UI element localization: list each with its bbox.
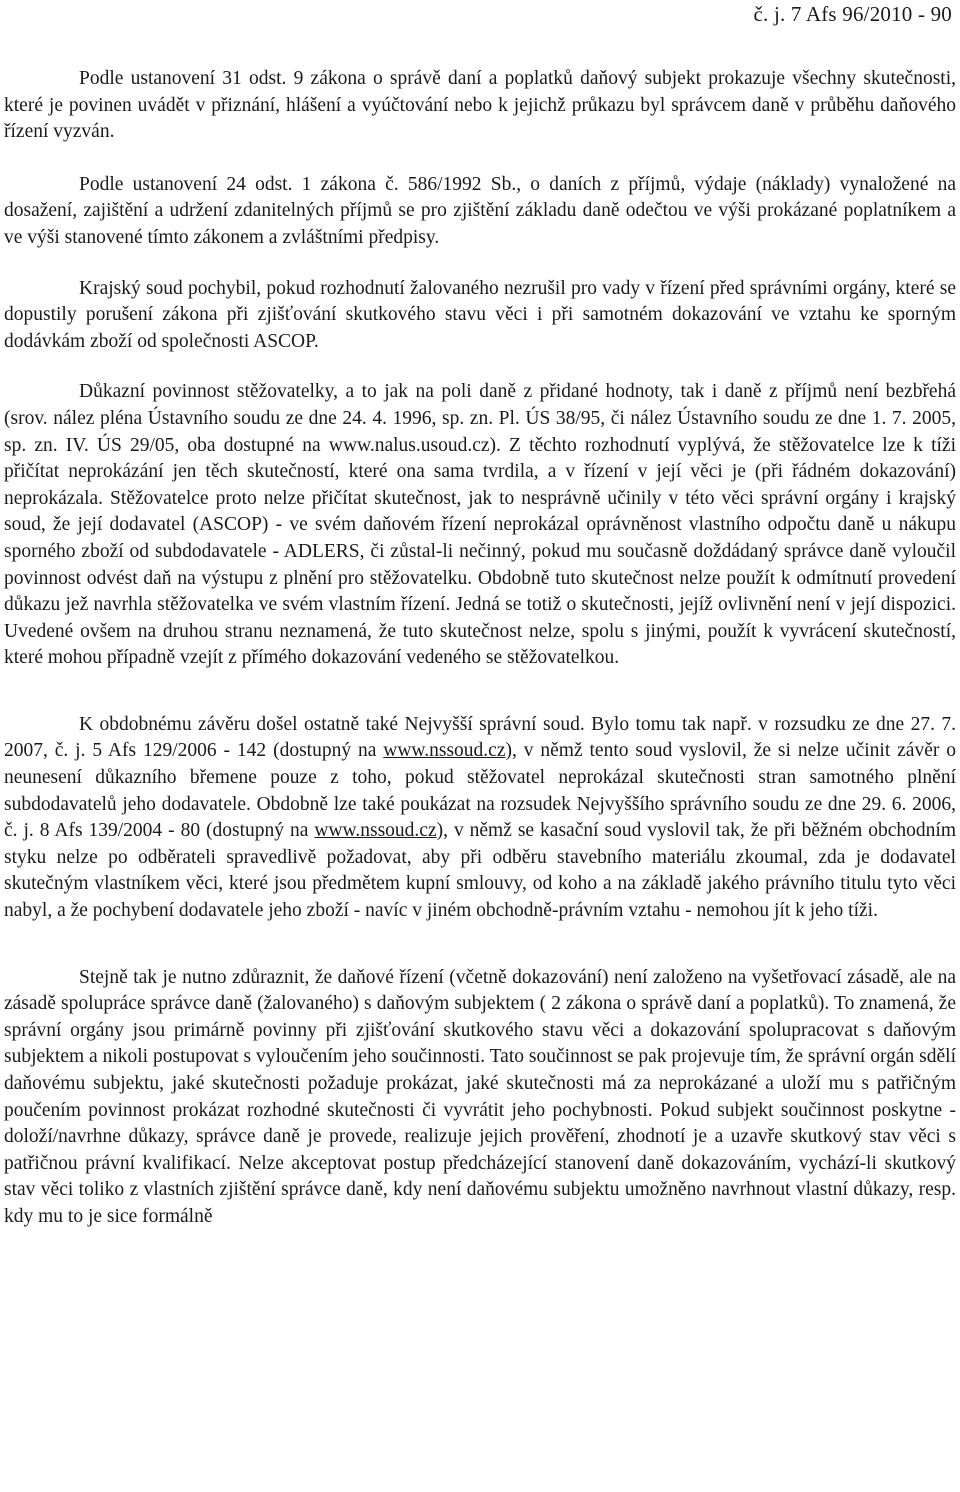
paragraph-4: Důkazní povinnost stěžovatelky, a to jak na poli daně z přidané hodnoty, tak i daně z příjmů není bezbřehá (srov. nález pléna Ústavního soudu ze dne 24. 4. 1996, sp. zn. Pl. ÚS 38/95, či nález Ústavního soudu ze dne 1. 7. 2005, sp. zn. IV. ÚS 29/05, oba dostupné na www.nalus.usoud.cz). Z těchto rozhodnutí vyplývá, že stěžovatelce lze k tíži přičítat neprokázání jen těch skutečností, které ona sama tvrdila, a v řízení v její věci je (při řádném dokazování) neprokázala. Stěžovatelce proto nelze přičítat skutečnost, jak to nesprávně učinily v této věci správní orgány i krajský soud, že její dodavatel (ASCOP) - ve svém daňovém řízení neprokázal oprávněnost vlastního odpočtu daně u nákupu sporného zboží od subdodavatele - ADLERS, či zůstal-li nečinný, pokud mu současně doždádaný správce daně vyloučil povinnost odvést daň na výstupu z plnění pro stěžovatelku. Obdobně tuto skutečnost nelze použít k odmítnutí provedení důkazu jež navrhla stěžovatelka ve svém vlastním řízení. Jedná se totiž o skutečnosti, jejíž ovlivnění není v její dispozici. Uvedené ovšem na druhou stranu neznamená, že tuto skutečnost nelze, spolu s jinými, použít k vyvrácení skutečností, které mohou případně vzejít z přímého dokazování vedeného se stěžovatelkou. [4,381,956,669]
paragraph-5 [4,712,956,925]
paragraph-3: Krajský soud pochybil, pokud rozhodnutí žalovaného nezrušil pro vady v řízení před správními orgány, které se dopustily porušení zákona při zjišťování skutkového stavu věci i při samotném dokazování ve vztahu ke sporným dodávkám zboží od společnosti ASCOP. [4,277,956,352]
paragraph-1: Podle ustanovení 31 odst. 9 zákona o správě daní a poplatků daňový subjekt prokazuje všechny skutečnosti, které je povinen uvádět v přiznání, hlášení a vyúčtování nebo k jejichž průkazu byl správcem daně v průběhu daňového řízení vyzván. [4,68,956,143]
paragraph-5-text-a: K obdobnému závěru došel ostatně také Nejvyšší správní soud. Bylo tomu tak např. v rozsudku ze dne 27. 7. 2007, č. j. 5 Afs 129/2006 - 142 (dostupný na [4,713,956,762]
paragraph-6: Stejně tak je nutno zdůraznit, že daňové řízení (včetně dokazování) není založeno na vyšetřovací zásadě, ale na zásadě spolupráce správce daně (žalovaného) s daňovým subjektem ( 2 zákona o správě daní a poplatků). To znamená, že správní orgány jsou primárně povinny při zjišťování skutkového stavu věci a dokazování spolupracovat s daňovým subjektem a nikoli postupovat s vyloučením jeho součinnosti. Tato součinnost se pak projevuje tím, že správní orgán sdělí daňovému subjektu, jaké skutečnosti požaduje prokázat, jaké skutečnosti má za neprokázané a uloží mu s patřičným poučením povinnost prokázat rozhodné skutečnosti či vyvrátit jeho pochybnosti. Pokud subjekt součinnost poskytne - doloží/navrhne důkazy, správce daně je provede, realizuje jejich prověření, zhodnotí je a uzavře skutkový stav věci s patřičnou právní kvalifikací. Nelze akceptovat postup předcházející stanovení daně dokazováním, vychází-li skutkový stav věci toliko z vlastních zjištění správce daně, kdy není daňovému subjektu umožněno navrhnout vlastní důkazy, resp. kdy mu to je sice formálně [4,966,956,1227]
nssoud-link-2[interactable]: www.nssoud.cz [314,820,437,842]
paragraph-2: Podle ustanovení 24 odst. 1 zákona č. 586/1992 Sb., o daních z příjmů, výdaje (náklady) vynaložené na dosažení, zajištění a udržení zdanitelných příjmů se pro zjištění základu daně odečtou ve výši prokázané poplatníkem a ve výši stanovené tímto zákonem a zvláštními předpisy. [4,173,956,248]
case-reference: č. j. 7 Afs 96/2010 - 90 [753,2,952,26]
nssoud-link-1[interactable]: www.nssoud.cz [383,740,506,762]
document-body [4,66,956,1231]
paragraph-5-text-c: ), v němž se kasační soud vyslovil tak, že při běžném obchodním styku nelze po odběrateli spravedlivě požadovat, aby při odběru stavebního materiálu zkoumal, zda je dodavatel skutečným vlastníkem věci, které jsou předmětem kupní smlouvy, od koho a na základě jakého právního titulu tyto věci nabyl, a že pochybení dodavatele jeho zboží - navíc v jiném obchodně-právním vztahu - nemohou jít k jeho tíži. [4,820,956,922]
paragraph-5-text-b: ), v němž tento soud vyslovil, že si nelze učinit závěr o neunesení důkazního břemene pouze z toho, pokud stěžovatel neprokázal skutečnosti stran samotného plnění subdodavatelů jeho dodavatele. Obdobně lze také poukázat na rozsudek Nejvyššího správního soudu ze dne 29. 6. 2006, č. j. 8 Afs 139/2004 - 80 (dostupný na [4,740,956,842]
